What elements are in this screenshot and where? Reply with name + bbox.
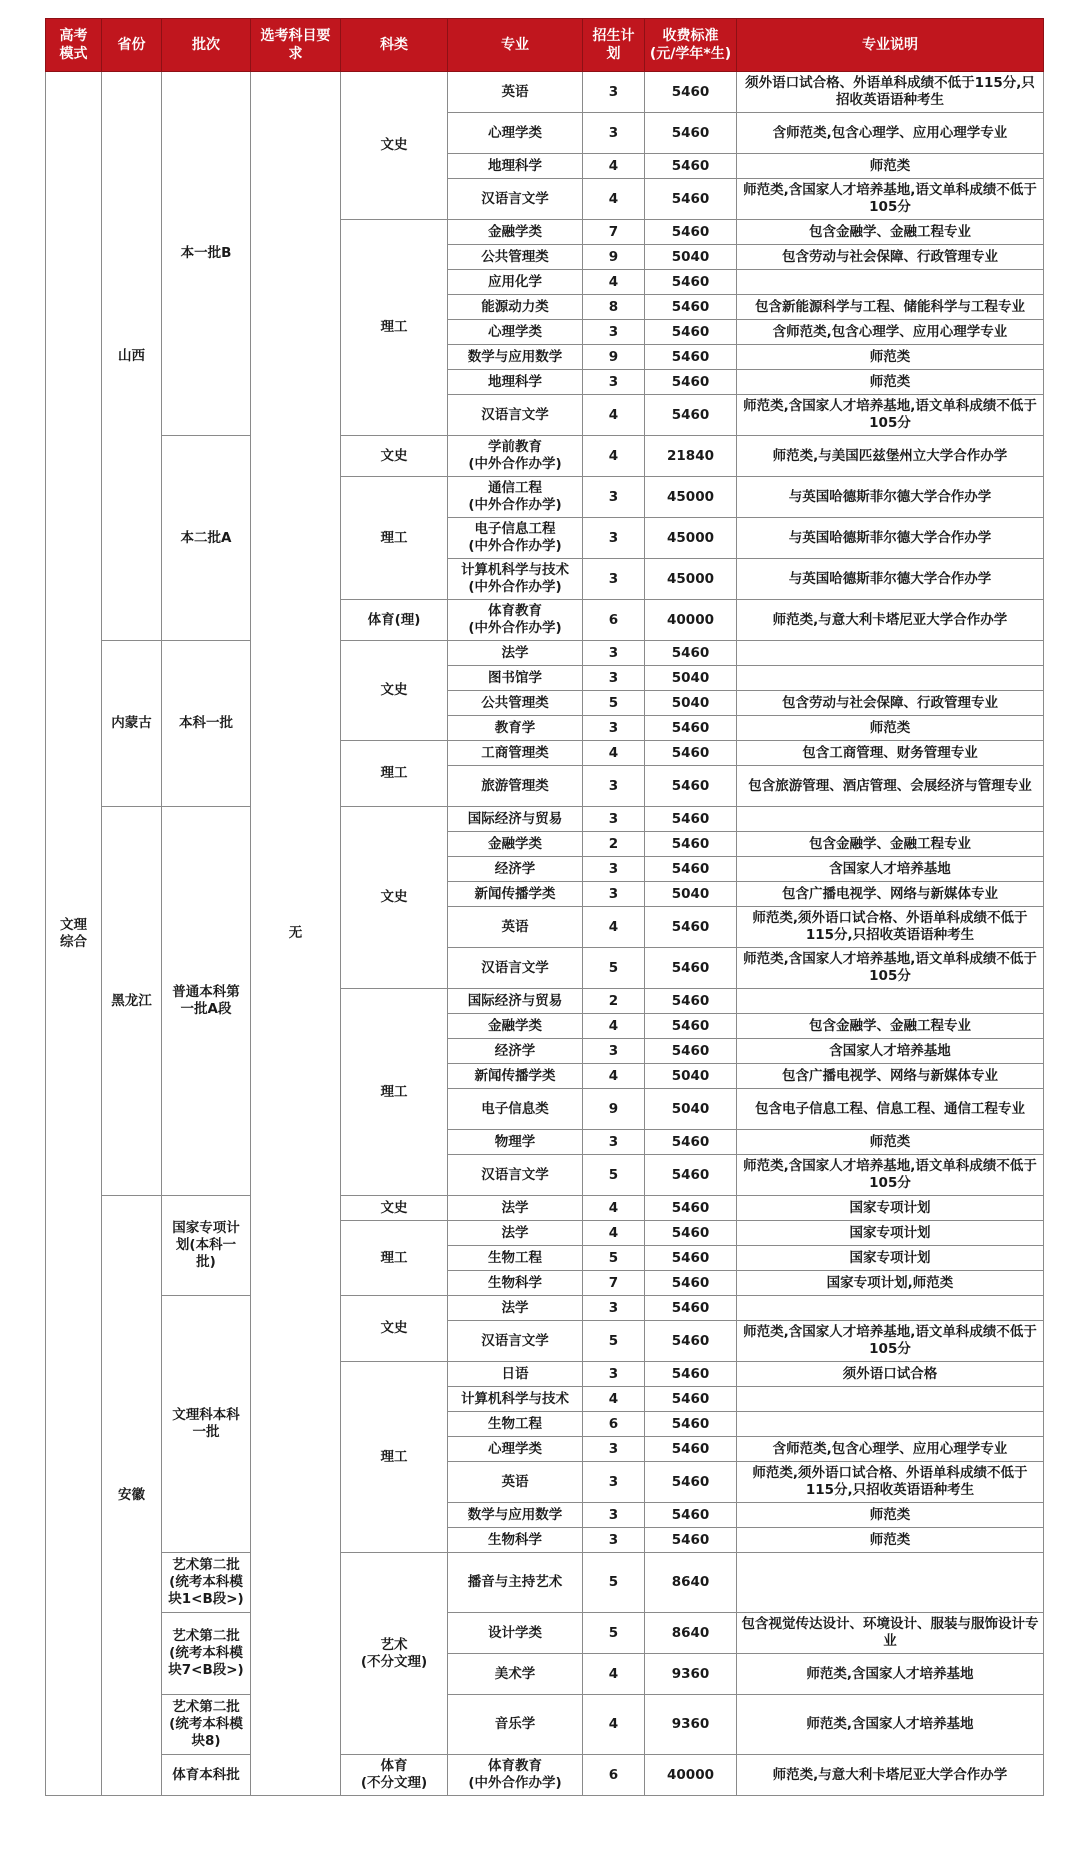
major-cell: 应用化学 [448,270,583,295]
category-cell: 文史 [341,436,448,477]
fee-cell: 5460 [645,1221,737,1246]
description-cell: 包含广播电视学、网络与新媒体专业 [737,882,1044,907]
category-cell: 理工 [341,220,448,436]
description-cell [737,1296,1044,1321]
major-cell: 教育学 [448,716,583,741]
header-label: 模式 [59,46,88,62]
major-cell: 法学 [448,1196,583,1221]
plan-cell: 3 [583,807,645,832]
major-cell: 金融学类 [448,220,583,245]
plan-cell: 3 [583,641,645,666]
fee-cell: 5460 [645,179,737,220]
major-cell: 电子信息工程 (中外合作办学) [448,518,583,559]
category-cell: 体育 (不分文理) [341,1755,448,1796]
major-cell: 法学 [448,1221,583,1246]
major-cell: 心理学类 [448,1437,583,1462]
plan-cell: 9 [583,245,645,270]
major-cell: 生物科学 [448,1271,583,1296]
batch-cell: 本一批B [162,72,251,436]
major-cell: 体育教育 (中外合作办学) [448,1755,583,1796]
major-cell: 图书馆学 [448,666,583,691]
table-header-row [46,19,1044,72]
fee-cell: 5460 [645,857,737,882]
description-cell: 师范类 [737,1503,1044,1528]
description-cell [737,989,1044,1014]
province-cell: 安徽 [102,1196,162,1796]
description-cell: 师范类 [737,154,1044,179]
description-cell: 包含旅游管理、酒店管理、会展经济与管理专业 [737,766,1044,807]
fee-cell: 5460 [645,220,737,245]
fee-cell: 5460 [645,1014,737,1039]
major-cell: 英语 [448,72,583,113]
header-label: 专业 [501,37,529,53]
table-row [46,72,1044,113]
description-cell: 含师范类,包含心理学、应用心理学专业 [737,1437,1044,1462]
plan-cell: 7 [583,1271,645,1296]
fee-cell: 5460 [645,907,737,948]
fee-cell: 5460 [645,1271,737,1296]
plan-cell: 4 [583,1196,645,1221]
description-cell: 师范类,含国家人才培养基地,语文单科成绩不低于105分 [737,395,1044,436]
category-cell: 体育(理) [341,600,448,641]
description-cell: 师范类,与美国匹兹堡州立大学合作办学 [737,436,1044,477]
major-cell: 经济学 [448,1039,583,1064]
plan-cell: 3 [583,1503,645,1528]
major-cell: 英语 [448,907,583,948]
plan-cell: 4 [583,1695,645,1755]
description-cell [737,270,1044,295]
major-cell: 心理学类 [448,320,583,345]
header-label: 划 [606,46,621,62]
major-cell: 公共管理类 [448,691,583,716]
fee-cell: 5460 [645,1462,737,1503]
fee-cell: 5460 [645,1503,737,1528]
batch-cell: 本二批A [162,436,251,641]
description-cell: 师范类,须外语口试合格、外语单科成绩不低于115分,只招收英语语种考生 [737,1462,1044,1503]
major-cell: 数学与应用数学 [448,345,583,370]
plan-cell: 4 [583,436,645,477]
plan-cell: 3 [583,559,645,600]
plan-cell: 9 [583,1089,645,1130]
fee-cell: 45000 [645,518,737,559]
description-cell: 师范类 [737,716,1044,741]
plan-cell: 4 [583,741,645,766]
header-plan [583,19,645,72]
plan-cell: 5 [583,1155,645,1196]
header-province [102,19,162,72]
header-label: 求 [288,46,303,62]
description-cell: 国家专项计划 [737,1246,1044,1271]
major-cell: 地理科学 [448,370,583,395]
header-label: 高考 [59,28,88,44]
batch-cell: 体育本科批 [162,1755,251,1796]
plan-cell: 3 [583,1437,645,1462]
fee-cell: 5460 [645,716,737,741]
plan-cell: 3 [583,518,645,559]
plan-cell: 5 [583,948,645,989]
description-cell: 与英国哈德斯菲尔德大学合作办学 [737,477,1044,518]
major-cell: 学前教育 (中外合作办学) [448,436,583,477]
description-cell: 与英国哈德斯菲尔德大学合作办学 [737,559,1044,600]
description-cell: 师范类 [737,345,1044,370]
plan-cell: 3 [583,716,645,741]
major-cell: 汉语言文学 [448,1155,583,1196]
plan-cell: 4 [583,1014,645,1039]
fee-cell: 5460 [645,72,737,113]
major-cell: 体育教育 (中外合作办学) [448,600,583,641]
description-cell: 须外语口试合格 [737,1362,1044,1387]
province-cell: 内蒙古 [102,641,162,807]
fee-cell: 5460 [645,832,737,857]
plan-cell: 3 [583,857,645,882]
plan-cell: 2 [583,989,645,1014]
fee-cell: 5040 [645,691,737,716]
major-cell: 金融学类 [448,832,583,857]
description-cell: 师范类,与意大利卡塔尼亚大学合作办学 [737,1755,1044,1796]
header-major [448,19,583,72]
fee-cell: 40000 [645,600,737,641]
admission-plan-table [45,18,1044,1796]
batch-cell: 本科一批 [162,641,251,807]
major-cell: 能源动力类 [448,295,583,320]
major-cell: 新闻传播学类 [448,1064,583,1089]
header-batch [162,19,251,72]
header-subject-requirement [251,19,341,72]
fee-cell: 5460 [645,320,737,345]
header-label: (元/学年*生) [649,46,732,62]
major-cell: 旅游管理类 [448,766,583,807]
major-cell: 电子信息类 [448,1089,583,1130]
description-cell: 含师范类,包含心理学、应用心理学专业 [737,113,1044,154]
mode-cell: 文理 综合 [46,72,102,1796]
plan-cell: 9 [583,345,645,370]
plan-cell: 4 [583,1387,645,1412]
description-cell [737,1412,1044,1437]
table-row [46,1196,1044,1221]
fee-cell: 45000 [645,559,737,600]
fee-cell: 5460 [645,741,737,766]
description-cell: 师范类,与意大利卡塔尼亚大学合作办学 [737,600,1044,641]
fee-cell: 5460 [645,641,737,666]
header-label: 收费标准 [662,28,719,44]
description-cell: 含国家人才培养基地 [737,1039,1044,1064]
fee-cell: 5460 [645,1039,737,1064]
fee-cell: 5460 [645,1246,737,1271]
description-cell: 包含新能源科学与工程、储能科学与工程专业 [737,295,1044,320]
description-cell: 包含金融学、金融工程专业 [737,832,1044,857]
description-cell: 含师范类,包含心理学、应用心理学专业 [737,320,1044,345]
category-cell: 文史 [341,1196,448,1221]
description-cell: 包含劳动与社会保障、行政管理专业 [737,245,1044,270]
fee-cell: 5460 [645,1196,737,1221]
fee-cell: 5460 [645,1296,737,1321]
major-cell: 播音与主持艺术 [448,1553,583,1613]
major-cell: 生物工程 [448,1412,583,1437]
plan-cell: 3 [583,1462,645,1503]
major-cell: 新闻传播学类 [448,882,583,907]
major-cell: 计算机科学与技术 [448,1387,583,1412]
plan-cell: 6 [583,600,645,641]
fee-cell: 5460 [645,1528,737,1553]
table-row [46,1553,1044,1613]
major-cell: 公共管理类 [448,245,583,270]
major-cell: 汉语言文学 [448,179,583,220]
plan-cell: 3 [583,1296,645,1321]
fee-cell: 5460 [645,766,737,807]
fee-cell: 8640 [645,1613,737,1654]
major-cell: 法学 [448,641,583,666]
fee-cell: 5460 [645,295,737,320]
header-label: 招生计 [592,28,635,44]
description-cell [737,807,1044,832]
batch-cell: 文理科本科 一批 [162,1296,251,1553]
fee-cell: 5460 [645,807,737,832]
description-cell [737,641,1044,666]
description-cell: 师范类,含国家人才培养基地,语文单科成绩不低于105分 [737,179,1044,220]
plan-cell: 4 [583,1064,645,1089]
plan-cell: 6 [583,1755,645,1796]
table-row [46,1695,1044,1755]
major-cell: 生物科学 [448,1528,583,1553]
fee-cell: 5460 [645,113,737,154]
description-cell: 包含广播电视学、网络与新媒体专业 [737,1064,1044,1089]
category-cell: 理工 [341,477,448,600]
batch-cell: 艺术第二批 (统考本科模 块1<B段>) [162,1553,251,1613]
category-cell: 艺术 (不分文理) [341,1553,448,1755]
table-row [46,1613,1044,1654]
description-cell: 包含工商管理、财务管理专业 [737,741,1044,766]
header-label: 专业说明 [862,37,918,53]
fee-cell: 5460 [645,395,737,436]
fee-cell: 5460 [645,1437,737,1462]
plan-cell: 4 [583,907,645,948]
fee-cell: 5460 [645,1387,737,1412]
plan-cell: 3 [583,882,645,907]
major-cell: 英语 [448,1462,583,1503]
plan-cell: 3 [583,477,645,518]
description-cell: 师范类,含国家人才培养基地,语文单科成绩不低于105分 [737,948,1044,989]
plan-cell: 7 [583,220,645,245]
description-cell: 师范类 [737,1130,1044,1155]
plan-cell: 4 [583,1221,645,1246]
plan-cell: 3 [583,1039,645,1064]
description-cell: 与英国哈德斯菲尔德大学合作办学 [737,518,1044,559]
plan-cell: 5 [583,1553,645,1613]
major-cell: 国际经济与贸易 [448,989,583,1014]
category-cell: 文史 [341,72,448,220]
major-cell: 国际经济与贸易 [448,807,583,832]
description-cell: 师范类,含国家人才培养基地 [737,1695,1044,1755]
fee-cell: 5460 [645,154,737,179]
fee-cell: 5460 [645,1412,737,1437]
major-cell: 地理科学 [448,154,583,179]
header-label: 批次 [192,37,220,53]
description-cell: 包含金融学、金融工程专业 [737,1014,1044,1039]
province-cell: 山西 [102,72,162,641]
major-cell: 物理学 [448,1130,583,1155]
description-cell: 含国家人才培养基地 [737,857,1044,882]
category-cell: 理工 [341,741,448,807]
description-cell [737,1387,1044,1412]
plan-cell: 3 [583,113,645,154]
plan-cell: 3 [583,666,645,691]
major-cell: 音乐学 [448,1695,583,1755]
description-cell: 师范类 [737,1528,1044,1553]
plan-cell: 2 [583,832,645,857]
table-row [46,1755,1044,1796]
description-cell: 包含视觉传达设计、环境设计、服装与服饰设计专业 [737,1613,1044,1654]
fee-cell: 5460 [645,989,737,1014]
category-cell: 文史 [341,807,448,989]
major-cell: 汉语言文学 [448,1321,583,1362]
fee-cell: 5460 [645,1130,737,1155]
category-cell: 理工 [341,1221,448,1296]
plan-cell: 3 [583,1362,645,1387]
header-label: 选考科目要 [260,28,331,44]
plan-cell: 3 [583,72,645,113]
batch-cell: 普通本科第 一批A段 [162,807,251,1196]
plan-cell: 3 [583,1528,645,1553]
major-cell: 工商管理类 [448,741,583,766]
description-cell: 师范类,含国家人才培养基地,语文单科成绩不低于105分 [737,1155,1044,1196]
description-cell: 师范类,含国家人才培养基地 [737,1654,1044,1695]
plan-cell: 4 [583,270,645,295]
plan-cell: 5 [583,691,645,716]
description-cell [737,666,1044,691]
description-cell: 包含劳动与社会保障、行政管理专业 [737,691,1044,716]
table-row [46,807,1044,832]
fee-cell: 5040 [645,666,737,691]
plan-cell: 4 [583,154,645,179]
plan-cell: 4 [583,395,645,436]
plan-cell: 3 [583,1130,645,1155]
plan-cell: 3 [583,320,645,345]
plan-cell: 5 [583,1246,645,1271]
fee-cell: 5460 [645,948,737,989]
fee-cell: 5040 [645,882,737,907]
major-cell: 日语 [448,1362,583,1387]
major-cell: 计算机科学与技术 (中外合作办学) [448,559,583,600]
description-cell [737,1553,1044,1613]
major-cell: 通信工程 (中外合作办学) [448,477,583,518]
description-cell: 国家专项计划 [737,1221,1044,1246]
description-cell: 国家专项计划 [737,1196,1044,1221]
header-description [737,19,1044,72]
table-row [46,641,1044,666]
batch-cell: 艺术第二批 (统考本科模 块8) [162,1695,251,1755]
fee-cell: 5460 [645,270,737,295]
plan-cell: 8 [583,295,645,320]
plan-cell: 4 [583,179,645,220]
fee-cell: 9360 [645,1695,737,1755]
major-cell: 法学 [448,1296,583,1321]
fee-cell: 5460 [645,370,737,395]
fee-cell: 5040 [645,1064,737,1089]
description-cell: 国家专项计划,师范类 [737,1271,1044,1296]
fee-cell: 40000 [645,1755,737,1796]
fee-cell: 5460 [645,1362,737,1387]
major-cell: 汉语言文学 [448,948,583,989]
fee-cell: 45000 [645,477,737,518]
header-fee [645,19,737,72]
description-cell: 包含金融学、金融工程专业 [737,220,1044,245]
batch-cell: 国家专项计 划(本科一 批) [162,1196,251,1296]
major-cell: 经济学 [448,857,583,882]
major-cell: 金融学类 [448,1014,583,1039]
major-cell: 设计学类 [448,1613,583,1654]
header-mode [46,19,102,72]
subject-requirement-cell: 无 [251,72,341,1796]
description-cell: 师范类,须外语口试合格、外语单科成绩不低于115分,只招收英语语种考生 [737,907,1044,948]
table-row [46,1296,1044,1321]
fee-cell: 5460 [645,1155,737,1196]
header-label: 省份 [117,37,146,53]
major-cell: 美术学 [448,1654,583,1695]
fee-cell: 5040 [645,245,737,270]
province-cell: 黑龙江 [102,807,162,1196]
plan-cell: 3 [583,766,645,807]
description-cell: 须外语口试合格、外语单科成绩不低于115分,只招收英语语种考生 [737,72,1044,113]
table-body [46,72,1044,1796]
major-cell: 汉语言文学 [448,395,583,436]
plan-cell: 3 [583,370,645,395]
category-cell: 文史 [341,1296,448,1362]
plan-cell: 4 [583,1654,645,1695]
plan-cell: 5 [583,1321,645,1362]
major-cell: 生物工程 [448,1246,583,1271]
table-row [46,436,1044,477]
category-cell: 理工 [341,989,448,1196]
plan-cell: 5 [583,1613,645,1654]
fee-cell: 5460 [645,1321,737,1362]
batch-cell: 艺术第二批 (统考本科模 块7<B段>) [162,1613,251,1695]
fee-cell: 8640 [645,1553,737,1613]
fee-cell: 5460 [645,345,737,370]
description-cell: 师范类 [737,370,1044,395]
description-cell: 包含电子信息工程、信息工程、通信工程专业 [737,1089,1044,1130]
major-cell: 心理学类 [448,113,583,154]
plan-cell: 6 [583,1412,645,1437]
description-cell: 师范类,含国家人才培养基地,语文单科成绩不低于105分 [737,1321,1044,1362]
fee-cell: 21840 [645,436,737,477]
fee-cell: 5040 [645,1089,737,1130]
category-cell: 理工 [341,1362,448,1553]
header-category [341,19,448,72]
fee-cell: 9360 [645,1654,737,1695]
header-label: 科类 [380,37,408,53]
major-cell: 数学与应用数学 [448,1503,583,1528]
category-cell: 文史 [341,641,448,741]
